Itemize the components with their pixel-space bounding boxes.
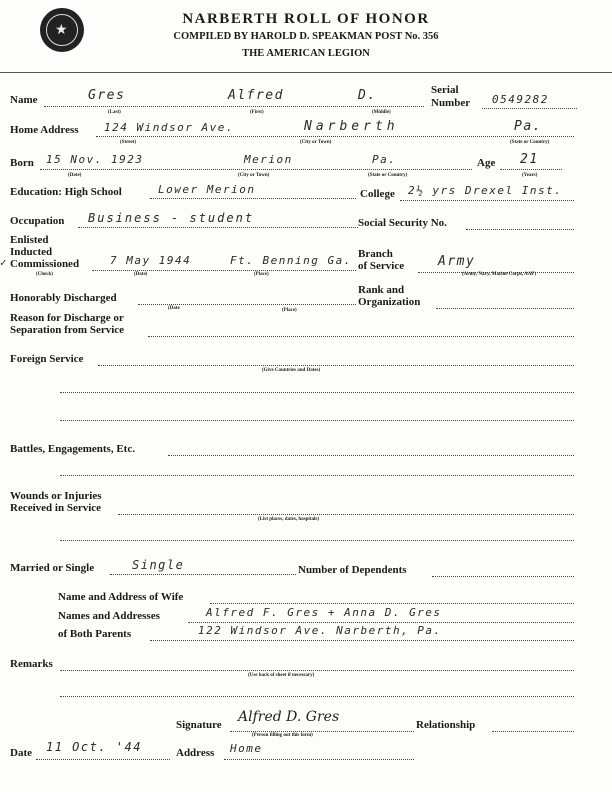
american-legion-emblem-icon: ★ [40, 8, 84, 52]
serial-label: Serial [431, 84, 459, 96]
enlisted-label: Enlisted [10, 234, 49, 246]
age-label: Age [477, 157, 496, 169]
college-value: 2½ yrs Drexel Inst. [408, 184, 563, 197]
form-title: NARBERTH ROLL OF HONOR [182, 11, 430, 27]
branch-sublabel: (Army, Navy, Marine Corps, AAF) [462, 272, 537, 277]
number-label: Number [431, 97, 471, 109]
reason-label-line2: Separation from Service [10, 324, 125, 336]
signature-label: Signature [176, 719, 222, 731]
education-label: Education: High School [10, 186, 122, 198]
last-name-value: Gres [88, 88, 126, 103]
date-label: Date [10, 747, 32, 759]
city-value: Narberth [304, 119, 399, 134]
parents-names-value: Alfred F. Gres + Anna D. Gres [206, 606, 442, 619]
college-label: College [360, 188, 395, 200]
of-service-label: of Service [358, 260, 405, 272]
commissioned-place-value: Ft. Benning Ga. [230, 254, 352, 267]
remarks-sublabel: (Use back of sheet if necessary) [248, 673, 315, 678]
signer-sublabel: (Person filling out this form) [252, 733, 313, 738]
signature-value: Alfred D. Gres [238, 709, 340, 725]
age-value: 21 [520, 152, 539, 167]
parents-label-line2: of Both Parents [58, 628, 132, 640]
relationship-label: Relationship [416, 719, 476, 731]
discharge-date-sublabel: (Date [168, 306, 180, 311]
home-address-label: Home Address [10, 124, 79, 136]
wounds-label-line1: Wounds or Injuries [10, 490, 102, 502]
address-label: Address [176, 747, 215, 759]
commissioned-place-sublabel: (Place) [254, 272, 269, 277]
age-sublabel: (Years) [522, 173, 538, 178]
inducted-label: Inducted [10, 246, 53, 258]
rank-and-label: Rank and [358, 284, 405, 296]
battles-label: Battles, Engagements, Etc. [10, 443, 135, 455]
street-sublabel: (Street) [120, 140, 137, 145]
wounds-label-line2: Received in Service [10, 502, 102, 514]
born-city-sublabel: (City or Town) [238, 173, 270, 178]
city-sublabel: (City or Town) [300, 140, 332, 145]
organization-name: THE AMERICAN LEGION [242, 48, 370, 59]
middle-sublabel: (Middle) [372, 110, 391, 115]
born-city-value: Merion [244, 153, 293, 166]
organization-label: Organization [358, 296, 421, 308]
header-divider [0, 72, 612, 73]
branch-label: Branch [358, 248, 393, 260]
serial-number-value: 0549282 [492, 93, 549, 106]
state-value: Pa. [514, 119, 542, 134]
discharge-place-sublabel: (Place) [282, 308, 297, 313]
middle-name-value: D. [358, 88, 377, 103]
remarks-label: Remarks [10, 658, 53, 670]
street-value: 124 Windsor Ave. [104, 121, 234, 134]
wife-label: Name and Address of Wife [58, 591, 184, 603]
last-sublabel: (Last) [108, 110, 121, 115]
born-state-sublabel: (State or Country) [368, 173, 408, 178]
compiled-by: COMPILED BY HAROLD D. SPEAKMAN POST No. 356 [173, 31, 439, 42]
commissioned-label: Commissioned [10, 258, 80, 270]
foreign-service-label: Foreign Service [10, 353, 84, 365]
parents-address-value: 122 Windsor Ave. Narberth, Pa. [198, 624, 442, 637]
date-value: 11 Oct. '44 [46, 740, 142, 754]
born-date-sublabel: (Date) [68, 173, 82, 178]
high-school-value: Lower Merion [158, 183, 256, 196]
branch-value: Army [438, 254, 476, 269]
dependents-label: Number of Dependents [298, 564, 407, 576]
born-label: Born [10, 157, 34, 169]
commissioned-date-sublabel: (Date) [134, 272, 148, 277]
ssn-label: Social Security No. [358, 217, 447, 229]
born-date-value: 15 Nov. 1923 [46, 153, 144, 166]
check-sublabel: (Check) [36, 272, 53, 277]
commissioned-check-mark: ✓ [0, 256, 9, 269]
state-sublabel: (State or Country) [510, 140, 550, 145]
wounds-sublabel: (List places, dates, hospitals) [258, 517, 319, 522]
occupation-value: Business - student [88, 211, 255, 225]
occupation-label: Occupation [10, 215, 65, 227]
foreign-sublabel: (Give Countries and Dates) [262, 368, 321, 373]
name-label: Name [10, 94, 38, 106]
address-value: Home [230, 742, 263, 755]
reason-label-line1: Reason for Discharge or [10, 312, 124, 324]
first-name-value: Alfred [228, 88, 284, 103]
born-state-value: Pa. [372, 153, 397, 166]
honorably-discharged-label: Honorably Discharged [10, 292, 117, 304]
married-label: Married or Single [10, 562, 95, 574]
commissioned-date-value: 7 May 1944 [110, 254, 192, 267]
married-value: Single [132, 558, 185, 572]
first-sublabel: (First) [250, 110, 264, 115]
parents-label-line1: Names and Addresses [58, 610, 160, 622]
